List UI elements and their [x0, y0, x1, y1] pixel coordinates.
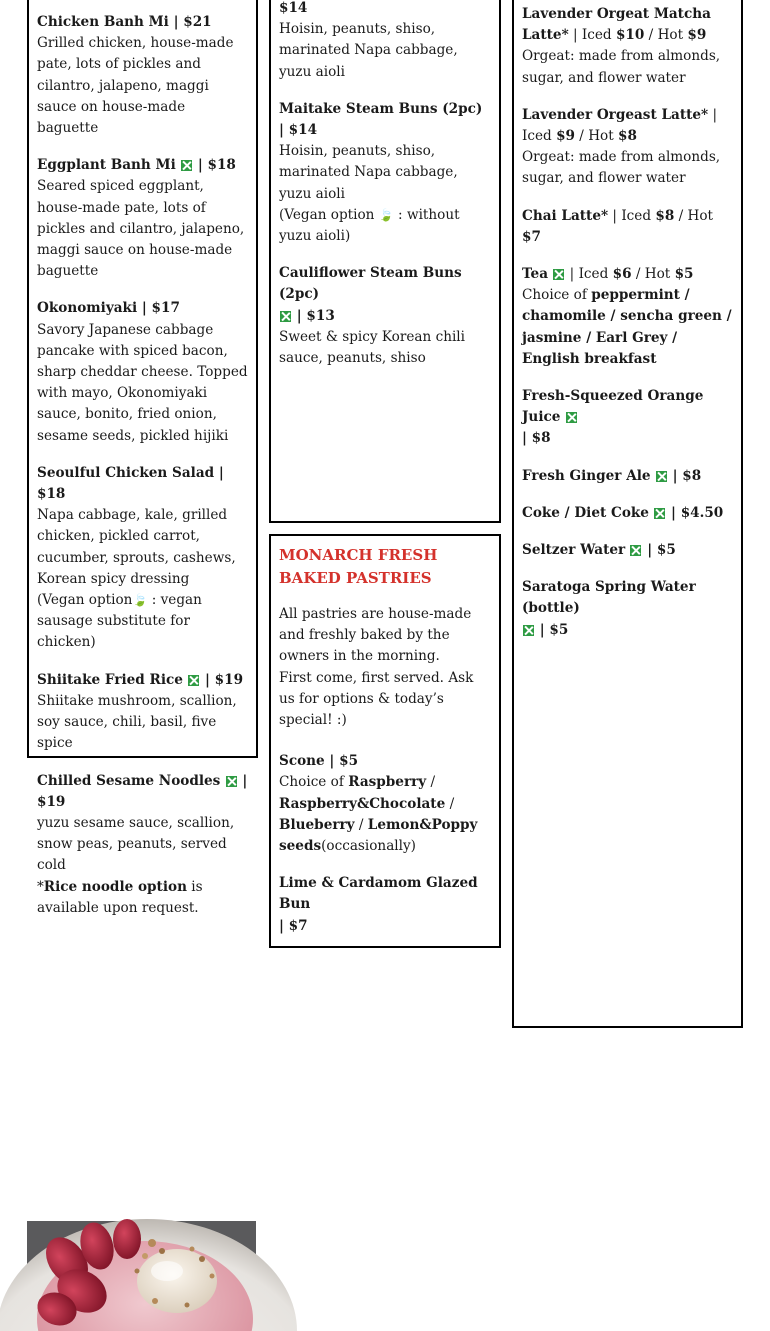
menu-item [37, 670, 248, 755]
iced-price: $9 [556, 128, 575, 145]
hot-price: $9 [687, 27, 707, 44]
item-price: | $21 [168, 14, 212, 30]
item-desc: yuzu sesame sauce, scallion, snow peas, peanuts, served cold [37, 814, 235, 874]
item-price: | $17 [137, 300, 180, 317]
item-desc: Shiitake mushroom, scallion, soy sauce, chili, basil, five spice [37, 692, 237, 752]
item-name: Shiitake Fried Rice [37, 671, 183, 688]
item-name: Chilled Sesame Noodles [37, 772, 221, 789]
item-price: | $18 [193, 157, 236, 174]
item-price: | $14 [279, 122, 318, 139]
item-desc: Savory Japanese cabbage pancake with spiced bacon, sharp cheddar cheese. Topped with mayo, Okonomiyaki sauce, bonito, fried onion, sesame seeds, pickled hijiki [37, 321, 248, 444]
vegan-icon [188, 675, 199, 686]
menu-item [522, 105, 733, 190]
item-name: Chicken Banh Mi [37, 14, 169, 30]
item-name: Fresh Ginger Ale [522, 467, 651, 484]
item-price: | $5 [324, 753, 359, 770]
item-name: Chai Latte* [522, 207, 609, 224]
item-desc: Hoisin, peanuts, shiso, marinated Napa cabbage, yuzu aioli [279, 21, 458, 80]
item-name: Coke / Diet Coke [522, 504, 649, 521]
menu-item [279, 0, 491, 83]
item-price: | $19 [200, 671, 244, 688]
menu-column-mains [27, 0, 258, 916]
menu-item [522, 4, 733, 89]
choice-option: Raspberry&Chocolate [279, 795, 446, 812]
hot-label: / Hot [574, 128, 619, 145]
iced-label: | Iced [565, 266, 613, 283]
menu-item [522, 503, 733, 524]
vegan-icon [630, 545, 641, 556]
menu-item [279, 99, 491, 247]
hot-price: $5 [674, 266, 694, 283]
menu-column-drinks [512, 0, 743, 1028]
item-price: | $8 [522, 430, 551, 447]
item-desc: Grilled chicken, house-made pate, lots of pickles and cilantro, jalapeno, maggi sauce on house-made baguette [37, 35, 234, 137]
item-name: Scone [279, 753, 325, 770]
menu-item [522, 540, 733, 561]
item-price: | $5 [535, 621, 569, 638]
item-name: Tea [522, 266, 549, 283]
item-price: | $18 [37, 464, 224, 503]
hot-label: / Hot [674, 207, 714, 224]
item-price: | $13 [292, 307, 335, 324]
menu-column-buns [269, 0, 501, 523]
food-photo [27, 1221, 256, 1324]
pancake-dessert-image [27, 1221, 256, 1324]
item-name: Okonomiyaki [37, 300, 138, 317]
note-bold: Rice noodle option [43, 878, 187, 895]
choice-label: Choice of [522, 287, 592, 304]
menu-item [279, 751, 491, 857]
choice-sep: / [426, 774, 436, 791]
item-desc: Orgeat: made from almonds, sugar, and flower water [522, 48, 721, 86]
pastries-section [269, 534, 501, 948]
hot-label: / Hot [644, 27, 688, 44]
item-desc: Sweet & spicy Korean chili sauce, peanuts, shiso [279, 328, 465, 367]
item-name: Maitake Steam Buns (2pc) [279, 100, 483, 117]
vegan-icon [226, 776, 237, 787]
item-name: Seltzer Water [522, 542, 626, 559]
item-name: Seoulful Chicken Salad [37, 464, 215, 481]
vegan-note: (Vegan option [279, 206, 375, 223]
iced-label: | Iced [522, 106, 718, 145]
item-name: Cauliflower Steam Buns (2pc) [279, 265, 462, 303]
hot-label: / Hot [631, 266, 675, 283]
item-name: Saratoga Spring Water (bottle) [522, 579, 696, 617]
iced-price: $6 [612, 266, 632, 283]
vegan-note-detail: : vegan sausage substitute for chicken) [37, 592, 202, 651]
menu-item [279, 873, 491, 937]
iced-price: $8 [655, 207, 675, 224]
menu-item [522, 386, 733, 450]
item-name: Lime & Cardamom Glazed Bun [279, 875, 478, 913]
item-desc: Orgeat: made from almonds, sugar, and flower water [522, 149, 721, 187]
section-title: MONARCH FRESH BAKED PASTRIES [279, 546, 438, 587]
choice-note: (occasionally) [321, 838, 416, 855]
choice-sep: / [445, 795, 455, 812]
item-price: | $7 [279, 917, 308, 934]
vegan-icon [553, 269, 564, 280]
iced-price: $10 [615, 27, 645, 44]
menu-item [37, 771, 248, 919]
item-price: | $4.50 [666, 504, 724, 521]
menu-item [37, 463, 248, 654]
item-name: Lavender Orgeast Latte* [522, 106, 709, 123]
item-name: Lavender Orgeat Matcha Latte* [522, 6, 711, 44]
item-desc: Hoisin, peanuts, shiso, marinated Napa cabbage, yuzu aioli [279, 143, 458, 202]
menu-item [37, 12, 248, 139]
pastries-intro: All pastries are house-made and freshly baked by the owners in the morning. [279, 606, 472, 665]
hot-price: $8 [618, 128, 637, 145]
vegan-icon [656, 471, 667, 482]
leaf-icon: 🍃 [378, 207, 394, 222]
menu-item [279, 263, 491, 369]
choice-option: Lemon&Poppy seeds [279, 816, 478, 855]
menu-item [37, 298, 248, 446]
tea-choices: peppermint / chamomile / sencha green / jasmine / Earl Grey / English breakfast [522, 287, 732, 367]
item-price: | $8 [667, 467, 702, 484]
vegan-icon [181, 160, 192, 171]
vegan-note: (Vegan option [37, 592, 133, 609]
iced-label: | Iced [608, 207, 656, 224]
vegan-note-detail: : without yuzu aioli) [279, 206, 460, 245]
note-rest: is available upon request. [37, 878, 203, 916]
hot-price: $7 [522, 228, 541, 245]
vegan-icon [523, 625, 534, 636]
choice-option: Blueberry [279, 816, 355, 833]
vegan-icon [280, 311, 291, 322]
choice-label: Choice of [279, 774, 349, 791]
vegan-icon [654, 508, 665, 519]
item-name: Eggplant Banh Mi [37, 157, 176, 174]
item-price: | $5 [642, 542, 676, 559]
item-price: $14 [279, 0, 308, 16]
choice-sep: / [354, 816, 368, 833]
iced-label: | Iced [568, 27, 616, 44]
menu-item [522, 577, 733, 641]
vegan-icon [566, 412, 577, 423]
pastries-intro-2: First come, first served. Ask us for options & today’s special! :) [279, 669, 474, 729]
item-name: Fresh-Squeezed Orange Juice [522, 388, 704, 426]
note-star: * [37, 878, 44, 895]
item-desc: Seared spiced eggplant, house-made pate, lots of pickles and cilantro, jalapeno, maggi sauce on house-made baguette [37, 178, 245, 280]
choice-option: Raspberry [348, 774, 427, 791]
menu-item [522, 206, 733, 248]
item-desc: Napa cabbage, kale, grilled chicken, pickled carrot, cucumber, sprouts, cashews, Korean spicy dressing [37, 507, 236, 587]
menu-item [522, 264, 733, 370]
leaf-icon: 🍃 [132, 593, 148, 608]
item-price: | $19 [37, 772, 248, 810]
menu-item [522, 466, 733, 487]
menu-item [37, 155, 248, 282]
